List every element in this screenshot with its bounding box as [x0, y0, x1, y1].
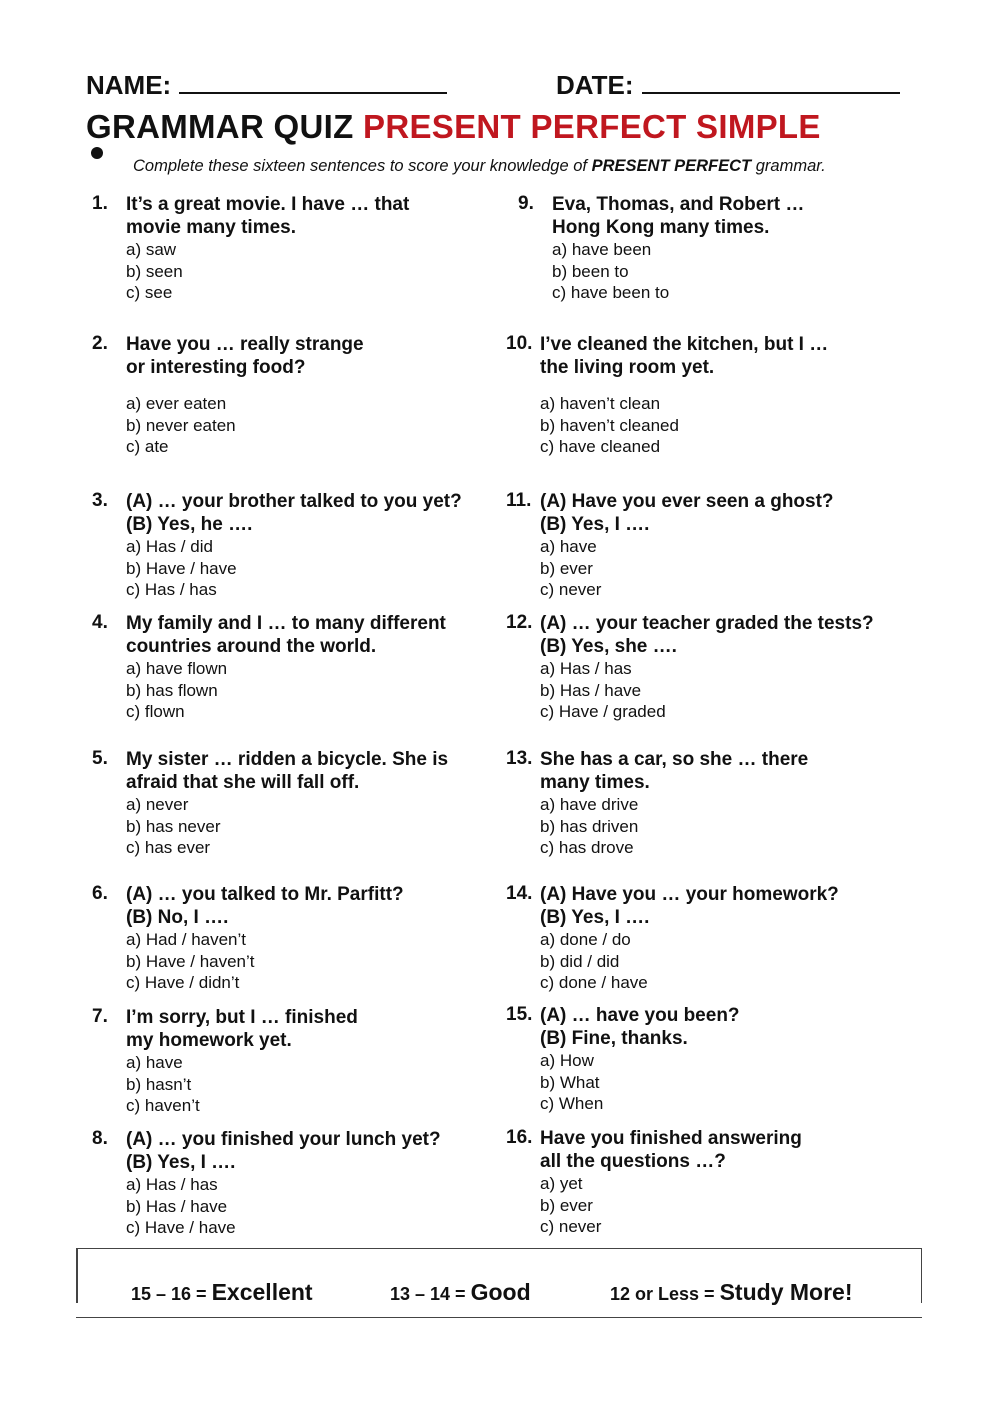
question-number: 14. — [506, 883, 533, 904]
question-number: 4. — [92, 612, 108, 633]
question-stem-line: (B) No, I …. — [126, 907, 229, 928]
date-label: DATE: — [556, 70, 634, 100]
answer-option[interactable]: b) has driven — [540, 816, 639, 836]
answer-options — [540, 1173, 906, 1238]
answer-option[interactable]: a) done / do — [540, 930, 631, 949]
question-stem-line: Have you finished answering — [540, 1128, 802, 1149]
answer-options — [126, 239, 492, 304]
question-stem-line: many times. — [540, 772, 650, 793]
question-stem-line: (B) Yes, I …. — [540, 907, 650, 928]
question-stem — [540, 1004, 906, 1050]
name-blank-line[interactable] — [179, 70, 447, 94]
question-stem-line: (A) … you talked to Mr. Parfitt? — [126, 884, 404, 905]
question-number: 10. — [506, 333, 533, 354]
bullet-icon — [91, 147, 103, 159]
question-stem-line: (A) Have you … your homework? — [540, 884, 839, 905]
question-stem-line: movie many times. — [126, 217, 297, 238]
question-number: 7. — [92, 1006, 108, 1027]
question-stem-line: It’s a great movie. I have … that — [126, 194, 410, 215]
answer-option[interactable]: b) has never — [126, 816, 221, 836]
question-stem-line: (B) Yes, I …. — [126, 1152, 236, 1173]
instruction-bold: PRESENT PERFECT — [591, 157, 752, 175]
question-3 — [92, 490, 492, 601]
question-stem-line: (A) … you finished your lunch yet? — [126, 1129, 441, 1150]
question-11 — [506, 490, 906, 601]
question-number: 8. — [92, 1128, 108, 1149]
answer-option[interactable]: b) been to — [552, 261, 629, 281]
instruction-post: grammar. — [755, 157, 826, 175]
question-6 — [92, 883, 492, 994]
question-stem — [540, 333, 906, 379]
question-stem — [540, 612, 906, 658]
answer-option[interactable]: c) ate — [126, 437, 169, 456]
question-number: 6. — [92, 883, 108, 904]
score-study-more — [610, 1279, 852, 1306]
question-number: 11. — [506, 490, 532, 511]
question-8 — [92, 1128, 492, 1239]
answer-option[interactable]: a) have — [126, 1053, 183, 1072]
question-stem — [126, 883, 492, 929]
question-stem — [540, 883, 906, 929]
question-number: 12. — [506, 612, 533, 633]
question-stem-line: Eva, Thomas, and Robert … — [552, 194, 805, 215]
answer-option[interactable]: b) Has / have — [126, 1196, 228, 1216]
question-7 — [92, 1006, 492, 1117]
answer-options — [126, 929, 492, 994]
question-13 — [506, 748, 906, 859]
answer-options — [126, 658, 492, 723]
question-stem-line: (B) Yes, he …. — [126, 514, 253, 535]
instruction-pre: Complete these sixteen sentences to score your knowledge of — [133, 157, 588, 175]
answer-options — [540, 536, 906, 601]
answer-options — [126, 536, 492, 601]
answer-option[interactable]: b) ever — [540, 1195, 593, 1215]
question-number: 9. — [518, 193, 534, 214]
question-10 — [506, 333, 906, 458]
question-1 — [92, 193, 492, 304]
answer-option[interactable]: b) hasn’t — [126, 1074, 192, 1094]
score-range: 15 – 16 = — [131, 1284, 207, 1304]
question-number: 13. — [506, 748, 533, 769]
answer-options — [126, 393, 492, 458]
question-14 — [506, 883, 906, 994]
question-2 — [92, 333, 492, 458]
answer-option[interactable]: b) seen — [126, 261, 183, 281]
name-field[interactable] — [86, 70, 447, 101]
answer-option[interactable]: a) yet — [540, 1174, 583, 1193]
answer-option[interactable]: a) saw — [126, 240, 177, 259]
question-stem-line: afraid that she will fall off. — [126, 772, 360, 793]
answer-option[interactable]: b) Have / have — [126, 558, 237, 578]
answer-option[interactable]: c) haven’t — [126, 1096, 200, 1115]
question-stem-line: (B) Fine, thanks. — [540, 1028, 688, 1049]
answer-option[interactable]: a) Had / haven’t — [126, 930, 247, 949]
answer-option[interactable]: c) see — [126, 283, 173, 302]
answer-options — [540, 929, 906, 994]
question-stem-line: (A) Have you ever seen a ghost? — [540, 491, 834, 512]
scoring-box-left-border — [76, 1249, 78, 1303]
title-red: PRESENT PERFECT SIMPLE — [363, 108, 821, 145]
score-label: Good — [470, 1279, 531, 1305]
answer-option[interactable]: b) Has / have — [540, 680, 642, 700]
question-number: 2. — [92, 333, 108, 354]
question-stem — [126, 1128, 492, 1174]
date-blank-line[interactable] — [642, 70, 900, 94]
answer-option[interactable]: b) Have / haven’t — [126, 951, 255, 971]
question-16 — [506, 1127, 906, 1238]
answer-option[interactable]: a) Has / has — [126, 1175, 218, 1194]
answer-options — [552, 239, 918, 304]
question-stem-line: Have you … really strange — [126, 334, 364, 355]
score-range: 13 – 14 = — [390, 1284, 466, 1304]
answer-option[interactable]: c) never — [540, 1217, 602, 1236]
question-stem-line: (A) … have you been? — [540, 1005, 740, 1026]
question-stem — [126, 490, 492, 536]
date-field[interactable] — [556, 70, 900, 101]
answer-options — [126, 1052, 492, 1117]
answer-option[interactable]: c) Have / graded — [540, 702, 666, 721]
question-stem — [126, 333, 492, 379]
answer-option[interactable]: b) haven’t cleaned — [540, 415, 679, 435]
answer-option[interactable]: b) What — [540, 1072, 600, 1092]
answer-option[interactable]: b) ever — [540, 558, 593, 578]
answer-option[interactable]: b) never eaten — [126, 415, 236, 435]
answer-option[interactable]: c) Have / have — [126, 1218, 236, 1237]
question-stem — [126, 612, 492, 658]
answer-option[interactable]: b) did / did — [540, 951, 620, 971]
question-number: 15. — [506, 1004, 533, 1025]
score-label: Excellent — [211, 1279, 313, 1305]
answer-options — [126, 1174, 492, 1239]
question-stem — [126, 1006, 492, 1052]
question-stem — [126, 748, 492, 794]
question-number: 16. — [506, 1127, 533, 1148]
question-stem-line: all the questions …? — [540, 1151, 726, 1172]
question-stem-line: (A) … your brother talked to you yet? — [126, 491, 462, 512]
answer-option[interactable]: c) Have / didn’t — [126, 973, 240, 992]
question-number: 1. — [92, 193, 108, 214]
question-number: 3. — [92, 490, 108, 511]
score-range: 12 or Less = — [610, 1284, 715, 1304]
answer-option[interactable]: c) Has / has — [126, 580, 217, 599]
question-9 — [518, 193, 918, 304]
question-4 — [92, 612, 492, 723]
question-stem-line: or interesting food? — [126, 357, 306, 378]
scoring-box-right-border — [921, 1249, 923, 1303]
question-stem-line: (B) Yes, she …. — [540, 636, 677, 657]
answer-option[interactable]: c) have cleaned — [540, 437, 661, 456]
question-stem — [126, 193, 492, 239]
answer-option[interactable]: c) When — [540, 1094, 604, 1113]
answer-option[interactable]: a) Has / has — [540, 659, 632, 678]
answer-option[interactable]: a) ever eaten — [126, 394, 227, 413]
title-black: GRAMMAR QUIZ — [86, 108, 354, 145]
score-excellent — [131, 1279, 313, 1306]
answer-options — [540, 658, 906, 723]
question-15 — [506, 1004, 906, 1115]
answer-option[interactable]: c) has ever — [126, 838, 211, 857]
question-stem-line: She has a car, so she … there — [540, 749, 809, 770]
answer-option[interactable]: a) How — [540, 1051, 594, 1070]
page-title — [86, 108, 821, 146]
question-number: 5. — [92, 748, 108, 769]
question-stem-line: my homework yet. — [126, 1030, 292, 1051]
question-stem-line: My family and I … to many different — [126, 613, 446, 634]
question-stem-line: I’m sorry, but I … finished — [126, 1007, 358, 1028]
name-label: NAME: — [86, 70, 172, 100]
instruction-text — [133, 157, 826, 176]
score-label: Study More! — [719, 1279, 853, 1305]
question-stem-line: (A) … your teacher graded the tests? — [540, 613, 874, 634]
question-stem-line: My sister … ridden a bicycle. She is — [126, 749, 449, 770]
answer-option[interactable]: a) Has / did — [126, 537, 213, 556]
answer-option[interactable]: a) never — [126, 795, 189, 814]
answer-option[interactable]: a) have flown — [126, 659, 228, 678]
question-5 — [92, 748, 492, 859]
answer-option[interactable]: c) flown — [126, 702, 185, 721]
answer-option[interactable]: a) have been — [552, 240, 652, 259]
question-stem-line: Hong Kong many times. — [552, 217, 770, 238]
question-stem-line: the living room yet. — [540, 357, 715, 378]
question-stem — [540, 748, 906, 794]
answer-option[interactable]: c) done / have — [540, 973, 648, 992]
question-stem — [552, 193, 918, 239]
answer-option[interactable]: c) have been to — [552, 283, 670, 302]
answer-option[interactable]: a) have drive — [540, 795, 639, 814]
answer-option[interactable]: a) haven’t clean — [540, 394, 661, 413]
question-12 — [506, 612, 906, 723]
score-good — [390, 1279, 531, 1306]
answer-option[interactable]: c) has drove — [540, 838, 634, 857]
question-stem — [540, 1127, 906, 1173]
answer-option[interactable]: a) have — [540, 537, 597, 556]
answer-option[interactable]: b) has flown — [126, 680, 218, 700]
question-stem-line: (B) Yes, I …. — [540, 514, 650, 535]
question-stem-line: I’ve cleaned the kitchen, but I … — [540, 334, 829, 355]
answer-option[interactable]: c) never — [540, 580, 602, 599]
answer-options — [540, 794, 906, 859]
question-stem — [540, 490, 906, 536]
answer-options — [540, 393, 906, 458]
question-stem-line: countries around the world. — [126, 636, 377, 657]
answer-options — [126, 794, 492, 859]
answer-options — [540, 1050, 906, 1115]
scoring-box — [76, 1248, 922, 1318]
